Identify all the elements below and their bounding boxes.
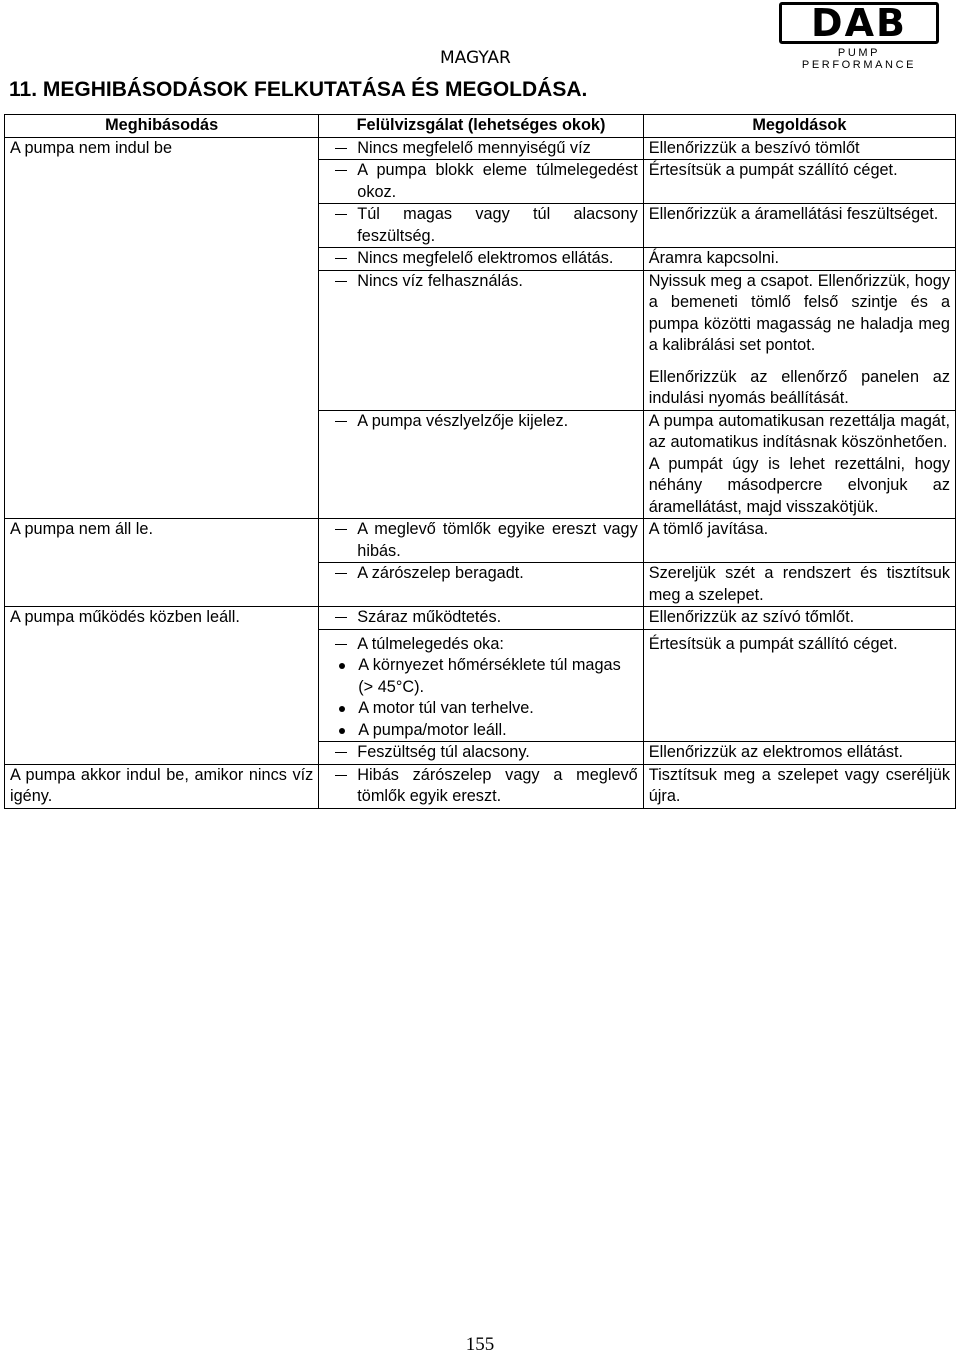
cause-cell xyxy=(319,519,643,563)
dash-marker xyxy=(324,204,357,247)
header-cause: Felülvizsgálat (lehetséges okok) xyxy=(319,115,643,138)
bullet-icon xyxy=(324,698,358,720)
cause-text: A meglevő tömlők egyike ereszt vagy hibás. xyxy=(357,520,638,560)
cause-text: Száraz működtetés. xyxy=(357,608,502,626)
dash-marker xyxy=(324,607,357,629)
cause-text: A pumpa vészlyelzője kijelez. xyxy=(357,411,569,430)
bullet-icon xyxy=(324,655,358,677)
solution-text: A tömlő javítása. xyxy=(648,520,769,538)
page-number: 155 xyxy=(465,1334,495,1355)
solution-cell xyxy=(643,629,955,742)
header-solution: Megoldások xyxy=(643,115,955,138)
solution-cell xyxy=(643,764,955,808)
cause-text: Nincs víz felhasználás. xyxy=(357,271,523,290)
dab-logo xyxy=(779,2,939,71)
cause-cell xyxy=(319,137,643,160)
fault-text: A pumpa működés közben leáll. xyxy=(10,608,240,626)
cause-cell xyxy=(319,629,643,742)
dash-marker xyxy=(324,765,357,808)
cause-bullet-text: (> 45°C). xyxy=(358,677,425,696)
solution-cell xyxy=(643,160,955,204)
solution-text: Ellenőrizzük az ellenőrző panelen az indulási nyomás beállítását. xyxy=(648,367,950,407)
cause-cell xyxy=(319,270,643,410)
cause-cell xyxy=(319,742,643,765)
solution-cell xyxy=(643,563,955,607)
solution-cell xyxy=(643,248,955,271)
cause-cell xyxy=(319,410,643,519)
solution-text: Értesítsük a pumpát szállító céget. xyxy=(648,634,898,653)
fault-text: A pumpa akkor indul be, amikor nincs víz igény. xyxy=(10,765,314,805)
fault-text: A pumpa nem indul be xyxy=(10,138,173,157)
dash-marker xyxy=(324,160,357,203)
cause-text: Túl magas vagy túl alacsony feszültség. xyxy=(357,205,638,245)
section-title: 11. MEGHIBÁSODÁSOK FELKUTATÁSA ÉS MEGOLDÁSA. xyxy=(9,78,588,101)
solution-text: Szereljük szét a rendszert és tisztítsuk meg a szelepet. xyxy=(648,564,950,604)
troubleshooting-table xyxy=(4,114,956,809)
table-row xyxy=(5,764,956,808)
logo-main: DAB xyxy=(811,1,907,45)
fault-cell xyxy=(5,764,319,808)
cause-text: A zárószelep beragadt. xyxy=(357,564,524,582)
logo-tagline: PUMP PERFORMANCE xyxy=(801,47,917,71)
fault-cell xyxy=(5,607,319,765)
solution-text: Ellenőrizzük az szívó tőmlőt. xyxy=(648,608,855,626)
cause-cell xyxy=(319,764,643,808)
cause-cell xyxy=(319,160,643,204)
solution-text: Áramra kapcsolni. xyxy=(648,249,780,267)
solution-cell xyxy=(643,410,955,519)
cause-cell xyxy=(319,563,643,607)
table-row xyxy=(5,137,956,160)
solution-cell xyxy=(643,607,955,630)
cause-bullet-text: A motor túl van terhelve. xyxy=(358,699,534,717)
bullet-icon xyxy=(324,720,358,742)
table-row xyxy=(5,607,956,630)
table-header-row xyxy=(5,115,956,138)
cause-cell xyxy=(319,607,643,630)
solution-cell xyxy=(643,742,955,765)
fault-text: A pumpa nem áll le. xyxy=(10,520,153,538)
cause-text: A túlmelegedés oka: xyxy=(357,634,504,653)
solution-text: Ellenőrizzük az elektromos ellátást. xyxy=(648,743,904,761)
solution-cell xyxy=(643,204,955,248)
fault-cell xyxy=(5,519,319,607)
dash-marker xyxy=(324,248,357,270)
solution-cell xyxy=(643,137,955,160)
dash-marker xyxy=(324,519,357,562)
header-fault: Meghibásodás xyxy=(5,115,319,138)
solution-cell xyxy=(643,270,955,410)
language-label: MAGYAR xyxy=(440,48,511,68)
logo-frame xyxy=(779,2,939,44)
solution-text: A pumpa automatikusan rezettálja magát, az automatikus indításnak köszönhetően. xyxy=(648,411,950,451)
table-row xyxy=(5,519,956,563)
dash-marker xyxy=(324,742,357,764)
cause-bullet-text: A pumpa/motor leáll. xyxy=(358,720,507,739)
cause-text: Nincs megfelelő mennyiségű víz xyxy=(357,138,591,157)
fault-cell xyxy=(5,137,319,519)
solution-text: Ellenőrizzük a beszívó tömlőt xyxy=(648,138,860,157)
cause-text: Nincs megfelelő elektromos ellátás. xyxy=(357,249,614,267)
cause-cell xyxy=(319,204,643,248)
solution-text: A pumpát úgy is lehet rezettálni, hogy néhány másodpercre elvonjuk az áramellátást, majd visszakötjük. xyxy=(648,454,950,516)
solution-text: Tisztítsuk meg a szelepet vagy cseréljük újra. xyxy=(648,765,950,805)
dash-marker xyxy=(324,634,357,656)
solution-cell xyxy=(643,519,955,563)
dash-marker xyxy=(324,271,357,293)
solution-text: Ellenőrizzük a áramellátási feszültséget. xyxy=(648,205,939,223)
solution-text: Értesítsük a pumpát szállító céget. xyxy=(648,161,898,179)
dash-marker xyxy=(324,138,357,160)
cause-bullet-text: A környezet hőmérséklete túl magas xyxy=(358,656,621,674)
cause-cell xyxy=(319,248,643,271)
cause-text: Feszültség túl alacsony. xyxy=(357,743,530,761)
dash-marker xyxy=(324,411,357,433)
cause-text: Hibás zárószelep vagy a meglevő tömlők egyik ereszt. xyxy=(357,765,638,805)
dash-marker xyxy=(324,563,357,585)
solution-text: Nyissuk meg a csapot. Ellenőrizzük, hogy a bemeneti tömlő felső szintje és a pumpa közötti magasság ne haladja meg a kalibrálási set pontot. xyxy=(648,271,950,354)
cause-text: A pumpa blokk eleme túlmelegedést okoz. xyxy=(357,161,638,201)
